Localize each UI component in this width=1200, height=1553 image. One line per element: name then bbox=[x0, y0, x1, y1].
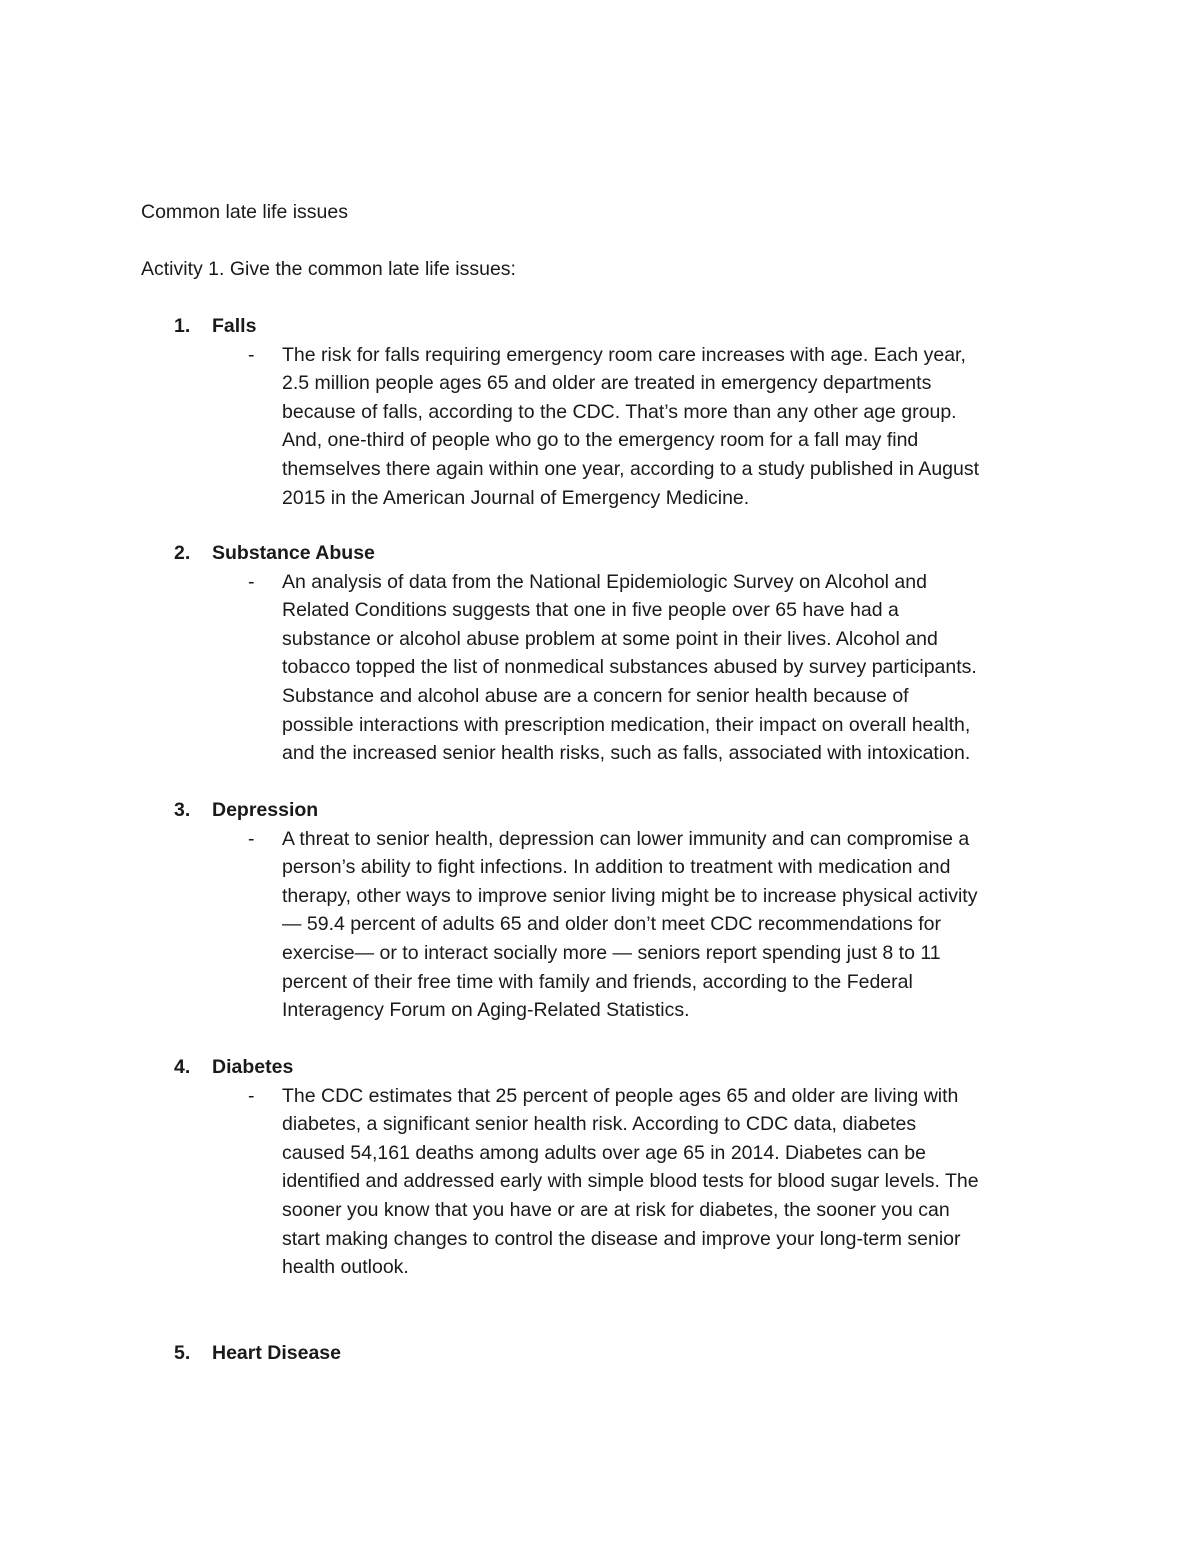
item-number: 2. bbox=[174, 542, 191, 564]
bullet-dash: - bbox=[248, 827, 255, 850]
item-description: The CDC estimates that 25 percent of people ages 65 and older are living with diabetes, a significant senior health risk. According to CDC data, diabetes caused 54,161 deaths among adults over age 65 in 2014. Diabetes can be identified and addressed early with simple blood tests for blood sugar levels. The sooner you know that you have or are at risk for diabetes, the sooner you can start making changes to control the disease and improve your long-term senior health outlook. bbox=[282, 1084, 979, 1279]
bullet-dash: - bbox=[248, 1084, 255, 1107]
bullet-dash: - bbox=[248, 343, 255, 366]
item-heading: Falls bbox=[212, 315, 257, 337]
item-number: 5. bbox=[174, 1342, 191, 1364]
item-heading: Substance Abuse bbox=[212, 542, 375, 564]
item-number: 3. bbox=[174, 799, 191, 821]
item-number: 4. bbox=[174, 1056, 191, 1078]
item-number: 1. bbox=[174, 315, 191, 337]
item-heading: Depression bbox=[212, 799, 319, 821]
bullet-dash: - bbox=[248, 570, 255, 593]
document-title: Common late life issues bbox=[141, 201, 348, 223]
activity-prompt: Activity 1. Give the common late life issues: bbox=[141, 258, 516, 280]
item-description: An analysis of data from the National Epidemiologic Survey on Alcohol and Related Conditions suggests that one in five people over 65 have had a substance or alcohol abuse problem at some point in their lives. Alcohol and tobacco topped the list of nonmedical substances abused by survey participants. Substance and alcohol abuse are a concern for senior health because of possible interactions with prescription medication, their impact on overall health, and the increased senior health risks, such as falls, associated with intoxication. bbox=[282, 570, 977, 765]
item-heading: Heart Disease bbox=[212, 1342, 341, 1364]
item-description: The risk for falls requiring emergency room care increases with age. Each year, 2.5 million people ages 65 and older are treated in emergency departments because of falls, according to the CDC. That’s more than any other age group. And, one-third of people who go to the emergency room for a fall may find themselves there again within one year, according to a study published in August 2015 in the American Journal of Emergency Medicine. bbox=[282, 343, 980, 509]
item-heading: Diabetes bbox=[212, 1056, 294, 1078]
item-description: A threat to senior health, depression can lower immunity and can compromise a person’s ability to fight infections. In addition to treatment with medication and therapy, other ways to improve senior living might be to increase physical activity — 59.4 percent of adults 65 and older don’t meet CDC recommendations for exercise— or to interact socially more — seniors report spending just 8 to 11 percent of their free time with family and friends, according to the Federal Interagency Forum on Aging-Related Statistics. bbox=[282, 827, 978, 1022]
